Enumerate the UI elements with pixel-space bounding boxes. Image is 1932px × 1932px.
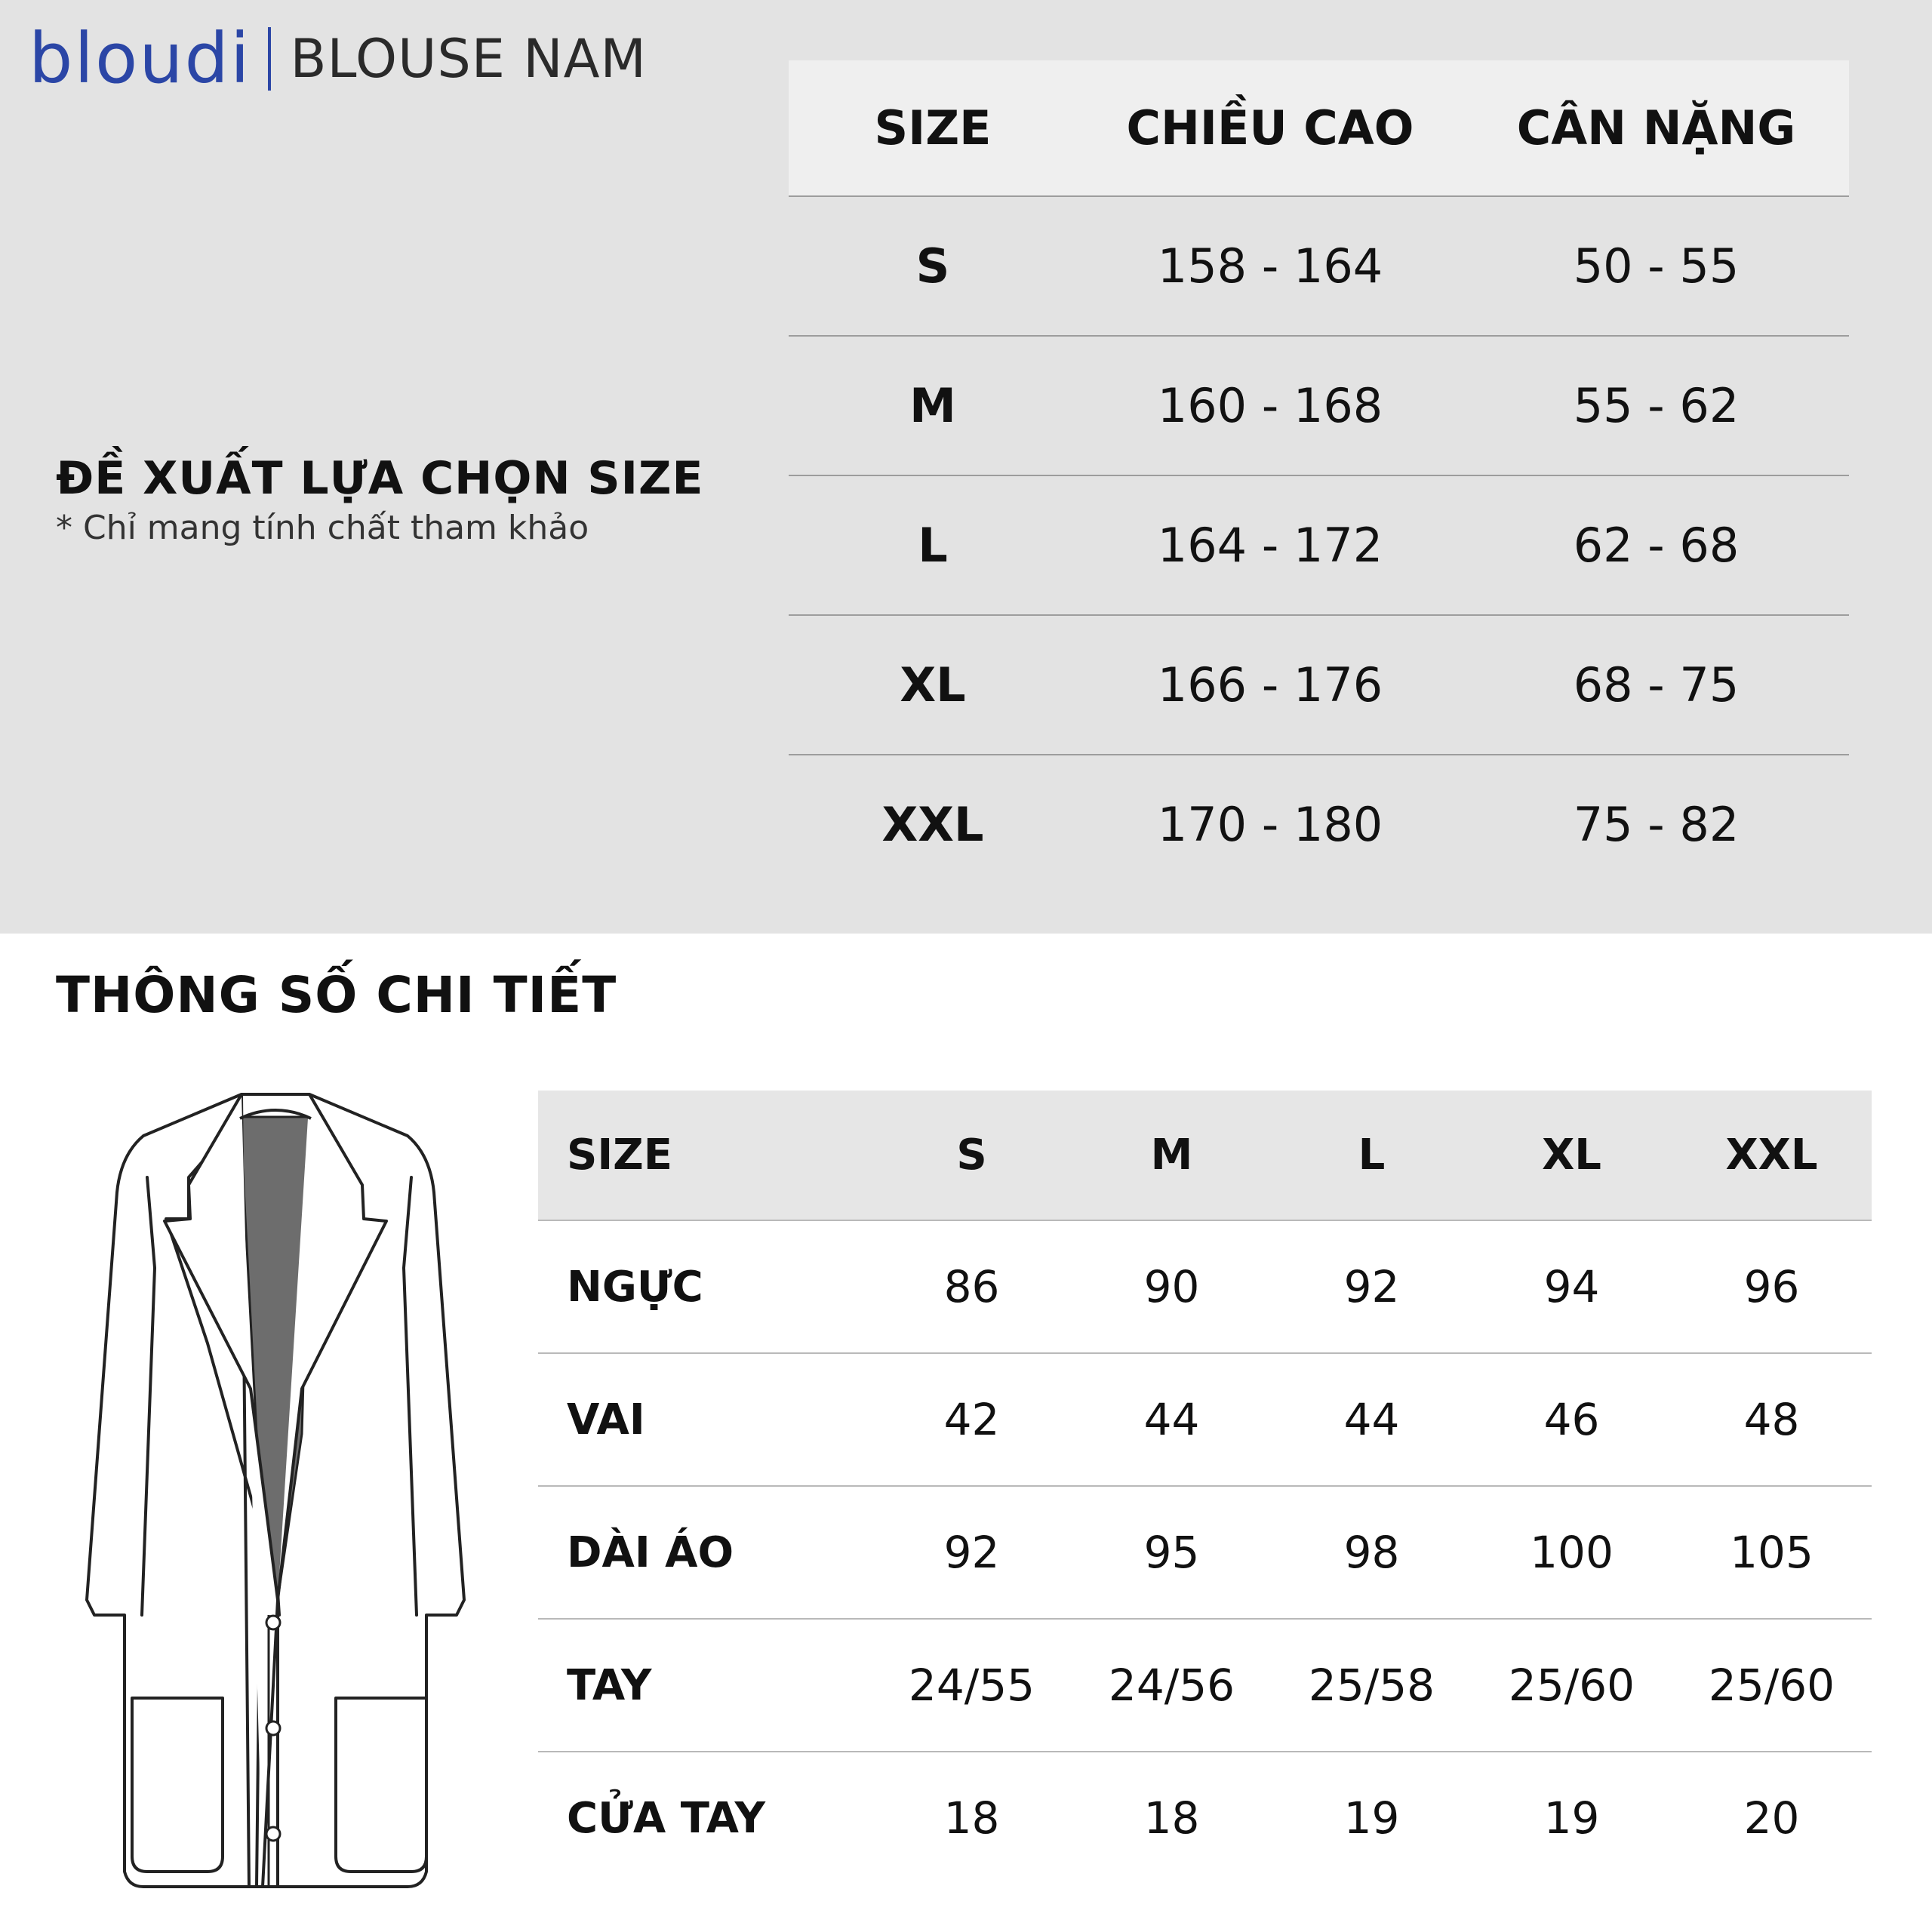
value-cell: 90 bbox=[1143, 1261, 1200, 1312]
brand-logo: bloudi bbox=[29, 18, 251, 99]
value-cell: 18 bbox=[943, 1792, 1000, 1844]
product-title: BLOUSE NAM bbox=[290, 28, 647, 90]
value-cell: 24/56 bbox=[1108, 1660, 1235, 1711]
detail-measurement-table bbox=[538, 1091, 1872, 1884]
value-cell: 46 bbox=[1543, 1394, 1600, 1445]
value-cell: 20 bbox=[1743, 1792, 1800, 1844]
weight-cell: 62 - 68 bbox=[1573, 518, 1740, 573]
row-label: VAI bbox=[567, 1395, 645, 1444]
coat-illustration bbox=[75, 1072, 483, 1924]
suggestion-note: * Chỉ mang tính chất tham khảo bbox=[56, 509, 589, 547]
table-header-row bbox=[538, 1091, 1872, 1220]
value-cell: 94 bbox=[1543, 1261, 1600, 1312]
value-cell: 96 bbox=[1743, 1261, 1800, 1312]
value-cell: 19 bbox=[1543, 1792, 1600, 1844]
height-cell: 160 - 168 bbox=[1157, 378, 1383, 433]
table-row bbox=[789, 475, 1849, 615]
height-cell: 170 - 180 bbox=[1157, 797, 1383, 852]
weight-cell: 50 - 55 bbox=[1573, 238, 1740, 294]
table-row bbox=[789, 755, 1849, 894]
table-row bbox=[538, 1220, 1872, 1353]
size-cell: S bbox=[915, 238, 950, 294]
row-label: DÀI ÁO bbox=[567, 1527, 734, 1577]
table-row bbox=[538, 1486, 1872, 1619]
value-cell: 92 bbox=[1343, 1261, 1400, 1312]
value-cell: 100 bbox=[1530, 1527, 1614, 1578]
size-cell: M bbox=[909, 378, 956, 433]
header-xl: XL bbox=[1542, 1131, 1601, 1180]
header-m: M bbox=[1150, 1131, 1193, 1180]
value-cell: 95 bbox=[1143, 1527, 1200, 1578]
header-size: SIZE bbox=[567, 1131, 673, 1180]
table-row bbox=[538, 1752, 1872, 1884]
header-xxl: XXL bbox=[1725, 1131, 1818, 1180]
detail-section-title: THÔNG SỐ CHI TIẾT bbox=[56, 966, 617, 1024]
size-cell: L bbox=[918, 518, 948, 573]
value-cell: 25/60 bbox=[1708, 1660, 1835, 1711]
table-header-row bbox=[789, 60, 1849, 196]
size-suggestion-table bbox=[789, 60, 1849, 894]
row-label: TAY bbox=[567, 1660, 652, 1710]
header-height: CHIỀU CAO bbox=[1126, 100, 1414, 155]
weight-cell: 68 - 75 bbox=[1573, 657, 1740, 712]
height-cell: 164 - 172 bbox=[1157, 518, 1383, 573]
table-row bbox=[538, 1353, 1872, 1486]
size-cell: XXL bbox=[881, 797, 984, 852]
table-row bbox=[789, 615, 1849, 755]
value-cell: 25/60 bbox=[1508, 1660, 1635, 1711]
size-cell: XL bbox=[900, 657, 966, 712]
value-cell: 86 bbox=[943, 1261, 1000, 1312]
value-cell: 18 bbox=[1143, 1792, 1200, 1844]
header-weight: CÂN NẶNG bbox=[1516, 100, 1796, 155]
header-l: L bbox=[1358, 1131, 1386, 1180]
value-cell: 24/55 bbox=[908, 1660, 1035, 1711]
value-cell: 44 bbox=[1343, 1394, 1400, 1445]
weight-cell: 75 - 82 bbox=[1573, 797, 1740, 852]
value-cell: 42 bbox=[943, 1394, 1000, 1445]
table-row bbox=[538, 1619, 1872, 1752]
row-label: CỬA TAY bbox=[567, 1793, 766, 1843]
table-row bbox=[789, 336, 1849, 475]
brand-header bbox=[29, 18, 647, 99]
row-label: NGỰC bbox=[567, 1262, 703, 1312]
value-cell: 25/58 bbox=[1308, 1660, 1435, 1711]
value-cell: 44 bbox=[1143, 1394, 1200, 1445]
header-size: SIZE bbox=[874, 100, 992, 155]
value-cell: 92 bbox=[943, 1527, 1000, 1578]
header-s: S bbox=[956, 1131, 987, 1180]
value-cell: 98 bbox=[1343, 1527, 1400, 1578]
value-cell: 19 bbox=[1343, 1792, 1400, 1844]
brand-divider bbox=[268, 27, 271, 91]
table-row bbox=[789, 196, 1849, 336]
size-suggestion-heading bbox=[56, 451, 703, 547]
value-cell: 105 bbox=[1730, 1527, 1814, 1578]
value-cell: 48 bbox=[1743, 1394, 1800, 1445]
suggestion-title: ĐỀ XUẤT LỰA CHỌN SIZE bbox=[56, 452, 704, 505]
height-cell: 158 - 164 bbox=[1157, 238, 1383, 294]
height-cell: 166 - 176 bbox=[1157, 657, 1383, 712]
size-suggestion-section bbox=[0, 0, 1932, 934]
weight-cell: 55 - 62 bbox=[1573, 378, 1740, 433]
